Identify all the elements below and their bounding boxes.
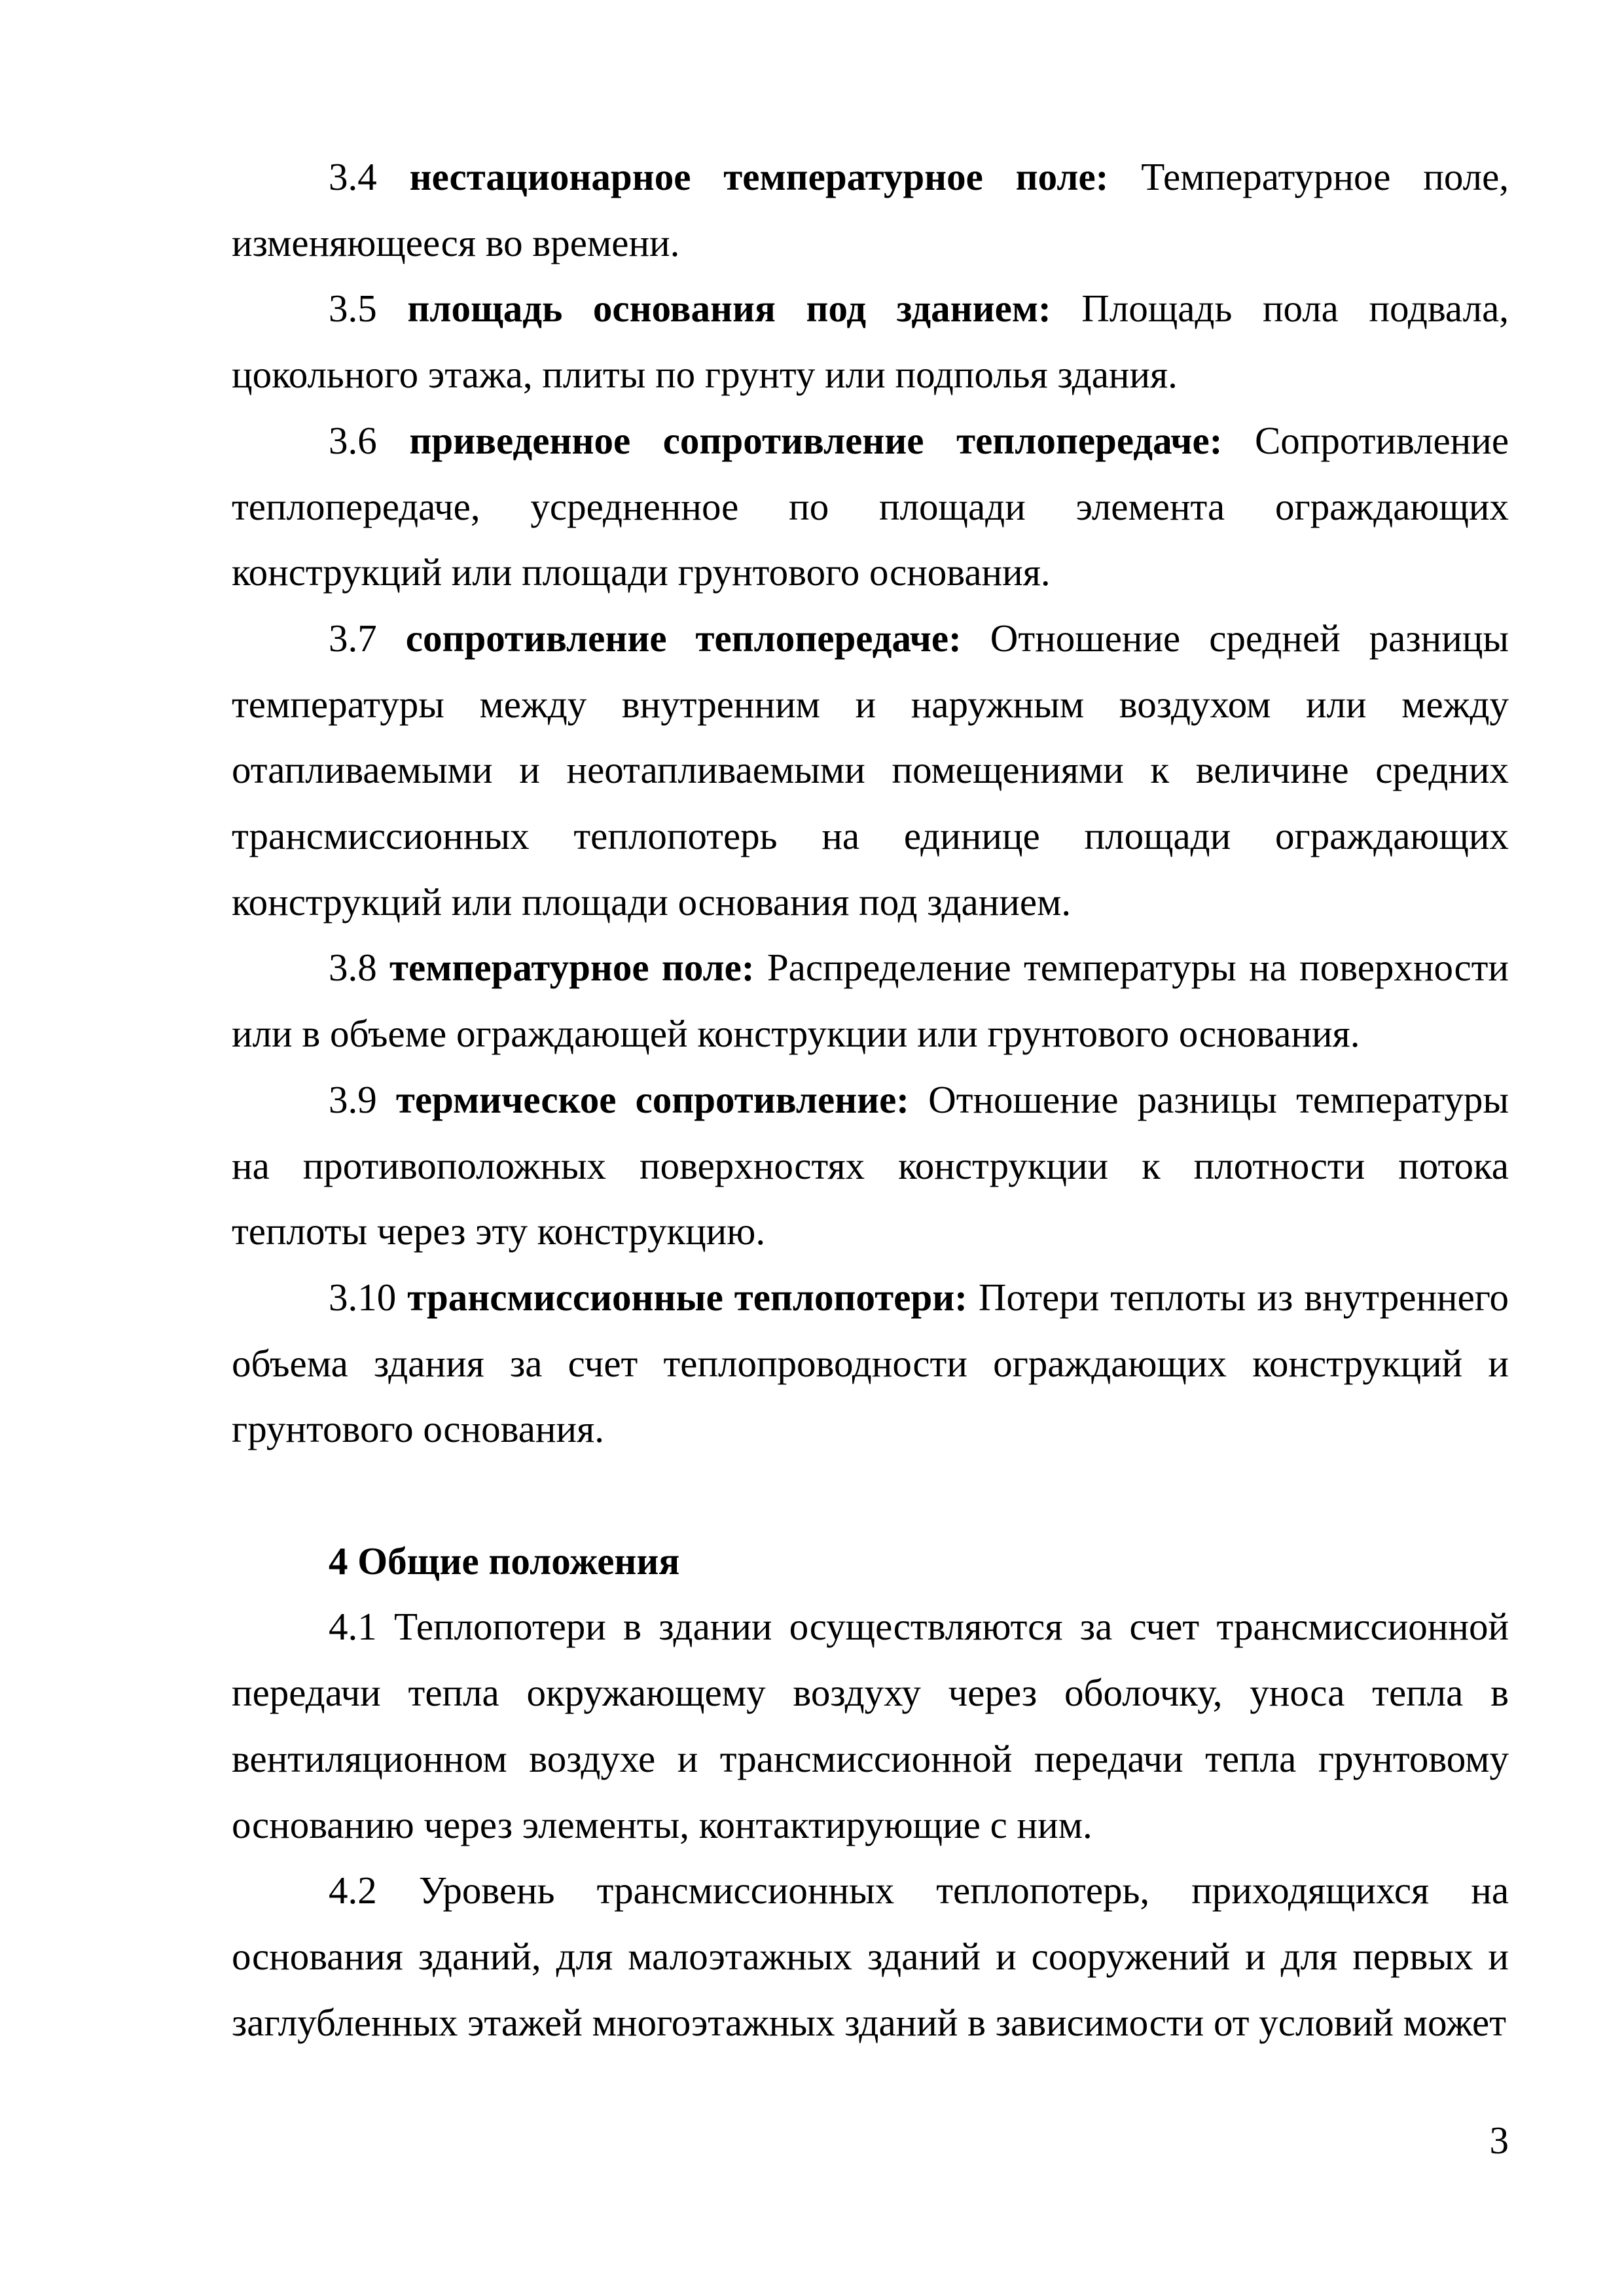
term-number: 3.9 xyxy=(329,1077,377,1121)
term-definition-3-10 xyxy=(232,1265,1509,1462)
clause-text: Теплопотери в здании осуществляются за счет трансмиссионной передачи тепла окружающему воздуху через оболочку, уноса тепла в вентиляционном воздухе и трансмиссионной передачи тепла грунтовому основанию через элементы, контактирующие с ним. xyxy=(232,1605,1509,1846)
term-name: температурное поле: xyxy=(389,946,755,990)
term-definition-text: Потери теплоты из внутреннего объема здания за счет теплопроводности ограждающих конструкций и грунтового основания. xyxy=(232,1275,1509,1451)
term-number: 3.4 xyxy=(329,155,377,198)
term-definition-text: Сопротивление теплопередаче, усредненное по площади элемента ограждающих конструкций или площади грунтового основания. xyxy=(232,418,1509,594)
term-name: приведенное сопротивление теплопередаче: xyxy=(409,418,1223,462)
term-definition-text: Отношение средней разницы температуры между внутренним и наружным воздухом или между отапливаемыми и неотапливаемыми помещениями к величине средних трансмиссионных теплопотерь на единице площади ограждающих конструкций или площади основания под зданием. xyxy=(232,616,1509,924)
term-definition-text: Площадь пола подвала, цокольного этажа, плиты по грунту или подполья здания. xyxy=(232,287,1509,397)
term-name: термическое сопротивление: xyxy=(395,1077,909,1121)
page-number: 3 xyxy=(1489,2119,1509,2162)
term-definition-3-6 xyxy=(232,408,1509,605)
page-content xyxy=(232,144,1509,2055)
term-number: 3.10 xyxy=(329,1275,397,1319)
term-definition-text: Отношение разницы температуры на противоположных поверхностях конструкции к плотности потока теплоты через эту конструкцию. xyxy=(232,1077,1509,1253)
term-definition-3-9 xyxy=(232,1067,1509,1265)
term-number: 3.6 xyxy=(329,418,377,462)
term-definition-3-5 xyxy=(232,276,1509,407)
term-name: нестационарное температурное поле: xyxy=(409,155,1109,198)
term-number: 3.8 xyxy=(329,946,377,990)
section-4-heading: 4 Общие положения xyxy=(329,1539,680,1583)
term-name: трансмиссионные теплопотери: xyxy=(407,1275,967,1319)
page-footer xyxy=(232,2108,1509,2174)
clause-number: 4.2 xyxy=(329,1869,377,1912)
term-name: площадь основания под зданием: xyxy=(407,287,1051,331)
term-number: 3.5 xyxy=(329,287,377,331)
clause-4-2 xyxy=(232,1857,1509,2055)
clause-text: Уровень трансмиссионных теплопотерь, приходящихся на основания зданий, для малоэтажных зданий и сооружений и для первых и заглубленных этажей многоэтажных зданий в зависимости от условий может xyxy=(232,1869,1509,2044)
term-definition-3-4 xyxy=(232,144,1509,276)
term-number: 3.7 xyxy=(329,616,377,660)
clause-4-1 xyxy=(232,1594,1509,1857)
clause-number: 4.1 xyxy=(329,1605,377,1649)
term-definition-3-8 xyxy=(232,935,1509,1066)
term-name: сопротивление теплопередаче: xyxy=(405,616,962,660)
term-definition-text: Распределение температуры на поверхности или в объеме ограждающей конструкции или грунтового основания. xyxy=(232,946,1509,1056)
term-definition-3-7 xyxy=(232,605,1509,935)
term-definition-text: Температурное поле, изменяющееся во времени. xyxy=(232,155,1509,264)
